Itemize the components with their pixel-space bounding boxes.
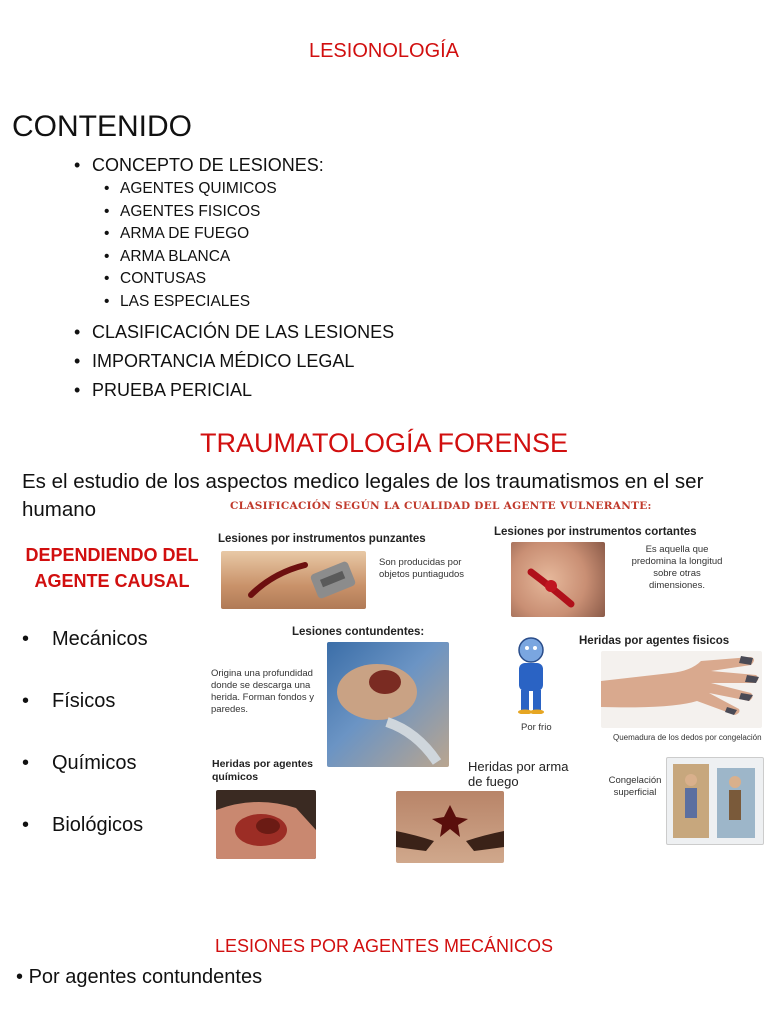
cold-person-icon <box>502 632 560 714</box>
contents-item-label: CONCEPTO DE LESIONES: <box>92 155 324 175</box>
section-title: TRAUMATOLOGÍA FORENSE <box>199 428 569 458</box>
quimicos-label: Heridas por agentes químicos <box>212 758 313 783</box>
arma-fuego-label: Heridas por arma de fuego <box>468 759 569 789</box>
bruise-image <box>327 642 449 767</box>
congelacion-label: Congelación superficial <box>608 775 662 798</box>
contundentes-photo <box>327 642 449 767</box>
list-item: • PRUEBA PERICIAL <box>74 377 394 403</box>
list-item: • ARMA BLANCA <box>92 246 394 269</box>
list-item: • Biológicos <box>22 814 148 876</box>
list-item: • Físicos <box>22 690 148 752</box>
punzantes-description: Son producidas por objetos puntiagudos <box>379 557 465 580</box>
frostbite-photo <box>601 651 762 728</box>
fisicos-label: Heridas por agentes fisicos <box>579 635 730 647</box>
contents-list <box>74 152 394 403</box>
cold-cartoon <box>502 632 560 714</box>
page-title: LESIONOLOGÍA <box>308 40 460 62</box>
quimicos-photo <box>216 790 316 859</box>
list-item: • CONTUSAS <box>92 268 394 291</box>
congelacion-photo <box>666 757 764 845</box>
frostbitten-hand-image <box>601 651 762 728</box>
contents-sublist <box>92 178 394 313</box>
cortantes-label: Lesiones por instrumentos cortantes <box>494 526 697 538</box>
list-item: • ARMA DE FUEGO <box>92 223 394 246</box>
figure-title: CLASIFICACIÓN SEGÚN LA CUALIDAD DEL AGENTE VULNERANTE: <box>230 500 652 512</box>
punzantes-label: Lesiones por instrumentos punzantes <box>218 533 426 545</box>
punzantes-photo <box>221 551 366 609</box>
list-item: • AGENTES FISICOS <box>92 201 394 224</box>
cortantes-description: Es aquella que predomina la longitud sobre otras dimensiones. <box>631 544 723 591</box>
agents-list <box>22 628 148 876</box>
contundentes-label: Lesiones contundentes: <box>292 626 425 638</box>
contents-heading: CONTENIDO <box>12 110 192 143</box>
list-item: • LAS ESPECIALES <box>92 291 394 314</box>
cause-heading: DEPENDIENDO DEL AGENTE CAUSAL <box>25 545 199 591</box>
wound-image <box>221 551 366 609</box>
list-item: • CLASIFICACIÓN DE LAS LESIONES <box>74 319 394 345</box>
list-item: • Químicos <box>22 752 148 814</box>
cut-wound-image <box>511 542 605 617</box>
list-item: • AGENTES QUIMICOS <box>92 178 394 201</box>
list-item: • Mecánicos <box>22 628 148 690</box>
frostbite-caption: Quemadura de los dedos por congelación <box>613 733 762 742</box>
bullet-text: Por agentes contundentes <box>28 966 263 988</box>
por-frio-label: Por frio <box>521 722 552 733</box>
cortantes-photo <box>511 542 605 617</box>
arma-fuego-photo <box>396 791 504 863</box>
contundentes-description: Origina una profundidad donde se descarga una herida. Forman fondos y paredes. <box>211 668 314 715</box>
list-item: • IMPORTANCIA MÉDICO LEGAL <box>74 348 394 374</box>
frostbite-illustration <box>667 758 763 844</box>
list-item <box>74 152 394 313</box>
mechanical-agents-title: LESIONES POR AGENTES MECÁNICOS <box>214 936 554 956</box>
bullet-item: • Por agentes contundentes <box>16 966 263 988</box>
gunshot-wound-image <box>396 791 504 863</box>
chemical-burn-image <box>216 790 316 859</box>
intro-text: Es el estudio de los aspectos medico legales de los traumatismos en el ser humano <box>22 470 704 521</box>
